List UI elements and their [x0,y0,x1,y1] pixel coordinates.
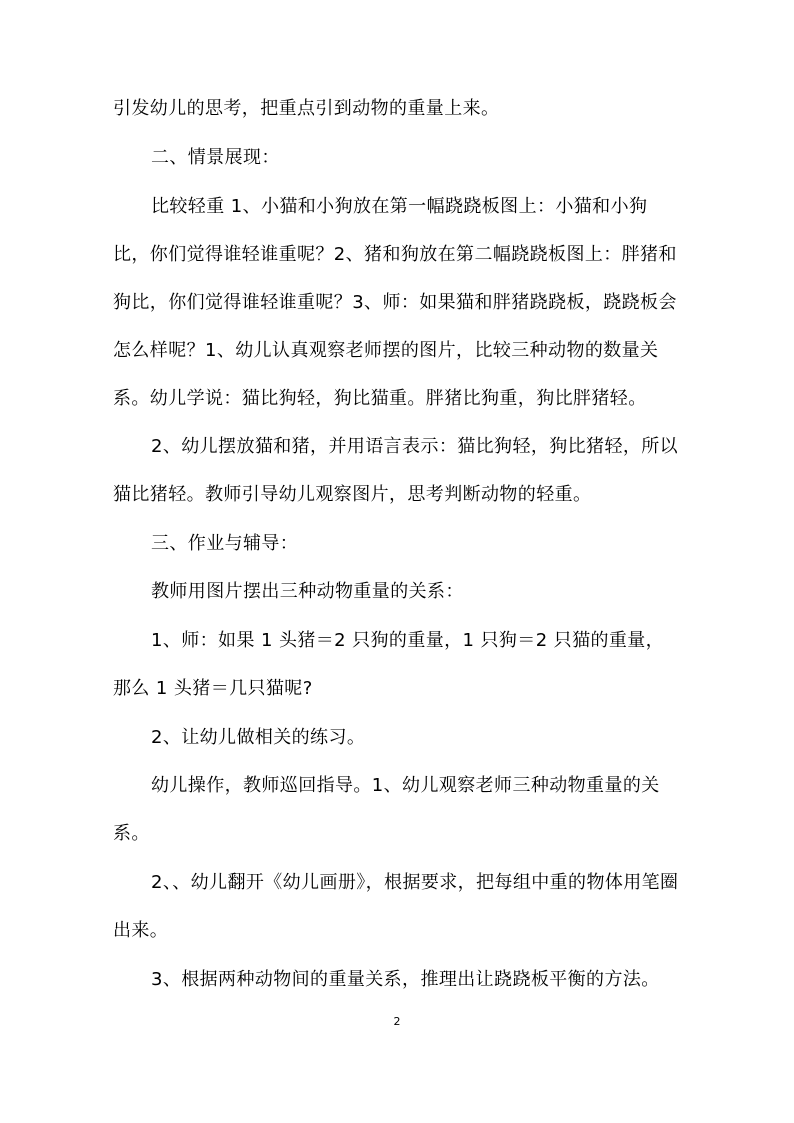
paragraph-10: 3、根据两种动物间的重量关系，推理出让跷跷板平衡的方法。 [151,969,660,990]
paragraph-3: 比较轻重 1、小猫和小狗放在第一幅跷跷板图上：小猫和小狗比，你们觉得谁轻谁重呢？2、猪和狗放在第二幅跷跷板图上：胖猪和狗比，你们觉得谁轻谁重呢？3、师：如果猫和胖猪跷跷板，跷跷板会怎么样呢？1、幼儿认真观察老师摆的图片，比较三种动物的数量关系。幼儿学说：猫比狗轻，狗比猫重。胖猪比狗重，狗比胖猪轻。 [113,196,677,409]
paragraph-7: 2、让幼儿做相关的练习。 [151,727,366,748]
paragraph-1: 引发幼儿的思考，把重点引到动物的重量上来。 [113,98,500,119]
page-number: 2 [393,1015,401,1028]
section-heading-2: 二、情景展现： [151,147,280,168]
paragraph-9: 2、、幼儿翻开《幼儿画册》，根据要求，把每组中重的物体用笔圈出来。 [113,872,679,941]
paragraph-5: 教师用图片摆出三种动物重量的关系： [151,581,464,602]
section-heading-3: 三、作业与辅导： [151,533,299,554]
paragraph-4: 2、幼儿摆放猫和猪，并用语言表示：猫比狗轻，狗比猪轻，所以猫比猪轻。教师引导幼儿观察图片，思考判断动物的轻重。 [113,436,679,505]
paragraph-6: 1、师：如果 1 头猪＝2 只狗的重量，1 只狗＝2 只猫的重量，那么 1 头猪＝几只猫呢? [113,630,665,699]
paragraph-8: 幼儿操作，教师巡回指导。1、幼儿观察老师三种动物重量的关系。 [113,775,660,844]
